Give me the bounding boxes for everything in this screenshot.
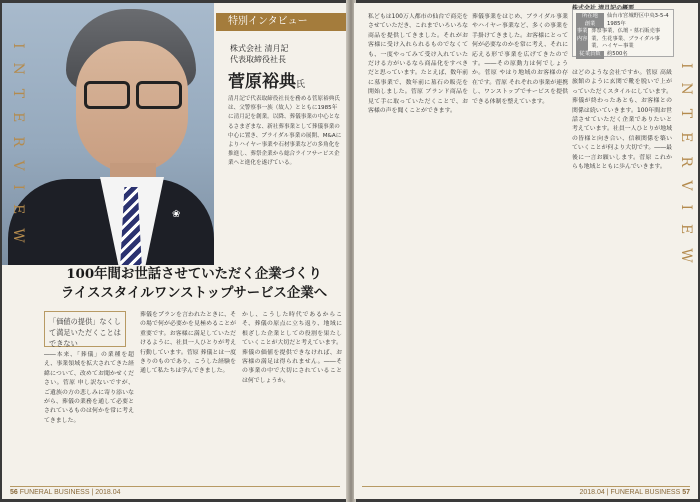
info-row: 事業内容 葬祭事業、仏壇・墓石販売事業、生花事業、ブライダル事業、ハイヤー事業 <box>576 28 661 50</box>
left-page <box>2 3 348 499</box>
headline <box>44 265 344 303</box>
issue-left: 2018.04 <box>95 489 121 496</box>
footer-rule-right <box>362 486 690 487</box>
company-info-box <box>572 9 674 57</box>
vertical-interview-deco-left: INTERVIEW <box>10 43 26 257</box>
info-row: 創業 1985年 <box>576 21 670 29</box>
person-name <box>228 67 305 92</box>
pull-quote: 「価値の提供」なくして満足いただくことはできない <box>44 311 126 347</box>
info-row: 従業員数 約500名 <box>576 51 670 59</box>
article-column-left-3: かし、こうした時代であるからこそ、葬儀の原点に立ち返り、地域に根ざした企業としての役割を果たしていくことが大切だと考えています。葬儀の価値を提供できなければ、お客様の満足は得られません。――その事業の中で大切にされていることは何でしょうか。 <box>242 312 342 384</box>
issue-right: 2018.04 <box>579 489 605 496</box>
article-column-left-2: 葬儀をプランを言われたときに、その場で何が必要かを見極めることが重要です。お客様に満足していただけるように、社員一人ひとりが考え行動しています。菅原 葬儀とは一度きりのものであり、こうした経験を通して私たちは学んできました。 <box>140 312 236 375</box>
portrait-photo <box>2 3 214 265</box>
info-row: 所在地 仙台市宮城野区中央3-5-4 <box>576 13 670 21</box>
folio-right: 2018.04 | FUNERAL BUSINESS 57 <box>579 489 690 496</box>
footer-rule-left <box>10 486 340 487</box>
headline-line-1: 100年間お世話させていただく企業づくり <box>66 266 322 282</box>
article-column-right-1: 私どもは100万人都市の仙台で商売をさせていただき、これまでいろいろな商品を提供してきました。それがお客様に受け入れられるものでなくても、一度やってみて受け入れていただける方がいるなら商品化をすべきだと思っています。たとえば、数年前に墓事業で、数年前に墓石の販売を開始しました。菅原 ブランド商品を見て手に取っていただくことで、お客様の声を聞くことができます。 <box>368 14 468 115</box>
folio-left: 56 FUNERAL BUSINESS | 2018.04 <box>10 489 121 496</box>
article-column-right-2: 葬儀事業をはじめ、ブライダル事業やハイヤー事業など、多くの事業を手掛けてきました。お客様にとって何が必要なのかを常に考え、それに応える形で事業を広げてきたのです。――その原動力は何でしょうか。菅原 やはり地域のお客様の存在です。菅原 それぞれの事業が連携し、ワンストップでサービスを提供できる体制を整えています。 <box>472 14 568 105</box>
honorific: 氏 <box>296 80 306 90</box>
page-number-right: 57 <box>682 489 690 496</box>
magazine-name-left: FUNERAL BUSINESS <box>19 489 90 496</box>
person-name-text: 菅原裕典 <box>228 72 296 92</box>
vertical-interview-deco-right: INTERVIEW <box>678 63 694 277</box>
magazine-spread <box>2 0 698 502</box>
profile-text: 清月記で代表取締役社長を務める菅原裕典氏は、父警察事一族（故人）とともに1985年に清月記を創業。以降、葬儀事業の中心となるさまざまな、新社葬事業として葬儀事業の中心に置き、プライダル事業の展開、M&Aによりハイヤー事業や石材事業などの多角化を推進し、葬祭企業から総合ライフサービス企業へと進化を遂げている。 <box>228 96 342 167</box>
ribbon-pin-icon: ❀ <box>172 209 181 220</box>
headline-line-2: ライススタイルワンストップサービス企業へ <box>60 285 328 301</box>
page-number-left: 56 <box>10 489 18 496</box>
article-column-right-3: はどのような会社ですか。菅原 高級旅館のように玄関で靴を脱いで上がっていただくスタイルにしています。葬儀が終わったあとも、お客様との関係は続いていきます。100年間お世話させていただく企業でありたいと考えています。社員一人ひとりが地域の皆様と向き合い、信頼関係を築いていくことが何より大切です。――最後に一言お願いします。菅原 これからも地域とともに歩んでいきます。 <box>572 70 672 171</box>
section-kicker: 特別インタビュー <box>216 13 348 31</box>
company-title: 株式会社 清月記 代表取締役社長 <box>230 44 289 64</box>
right-page <box>354 3 698 499</box>
article-column-left-1: ――本来、「葬儀」の業種を超え、事業領域を拡大されてきた経緯について、改めてお聞かせください。菅原 申し訳ないですが、ご遺族の方の悲しみに寄り添いながら、葬儀の業務を通して必要とされているものは何かを常に考えてきました。 <box>44 352 134 424</box>
magazine-name-right: FUNERAL BUSINESS <box>610 489 681 496</box>
